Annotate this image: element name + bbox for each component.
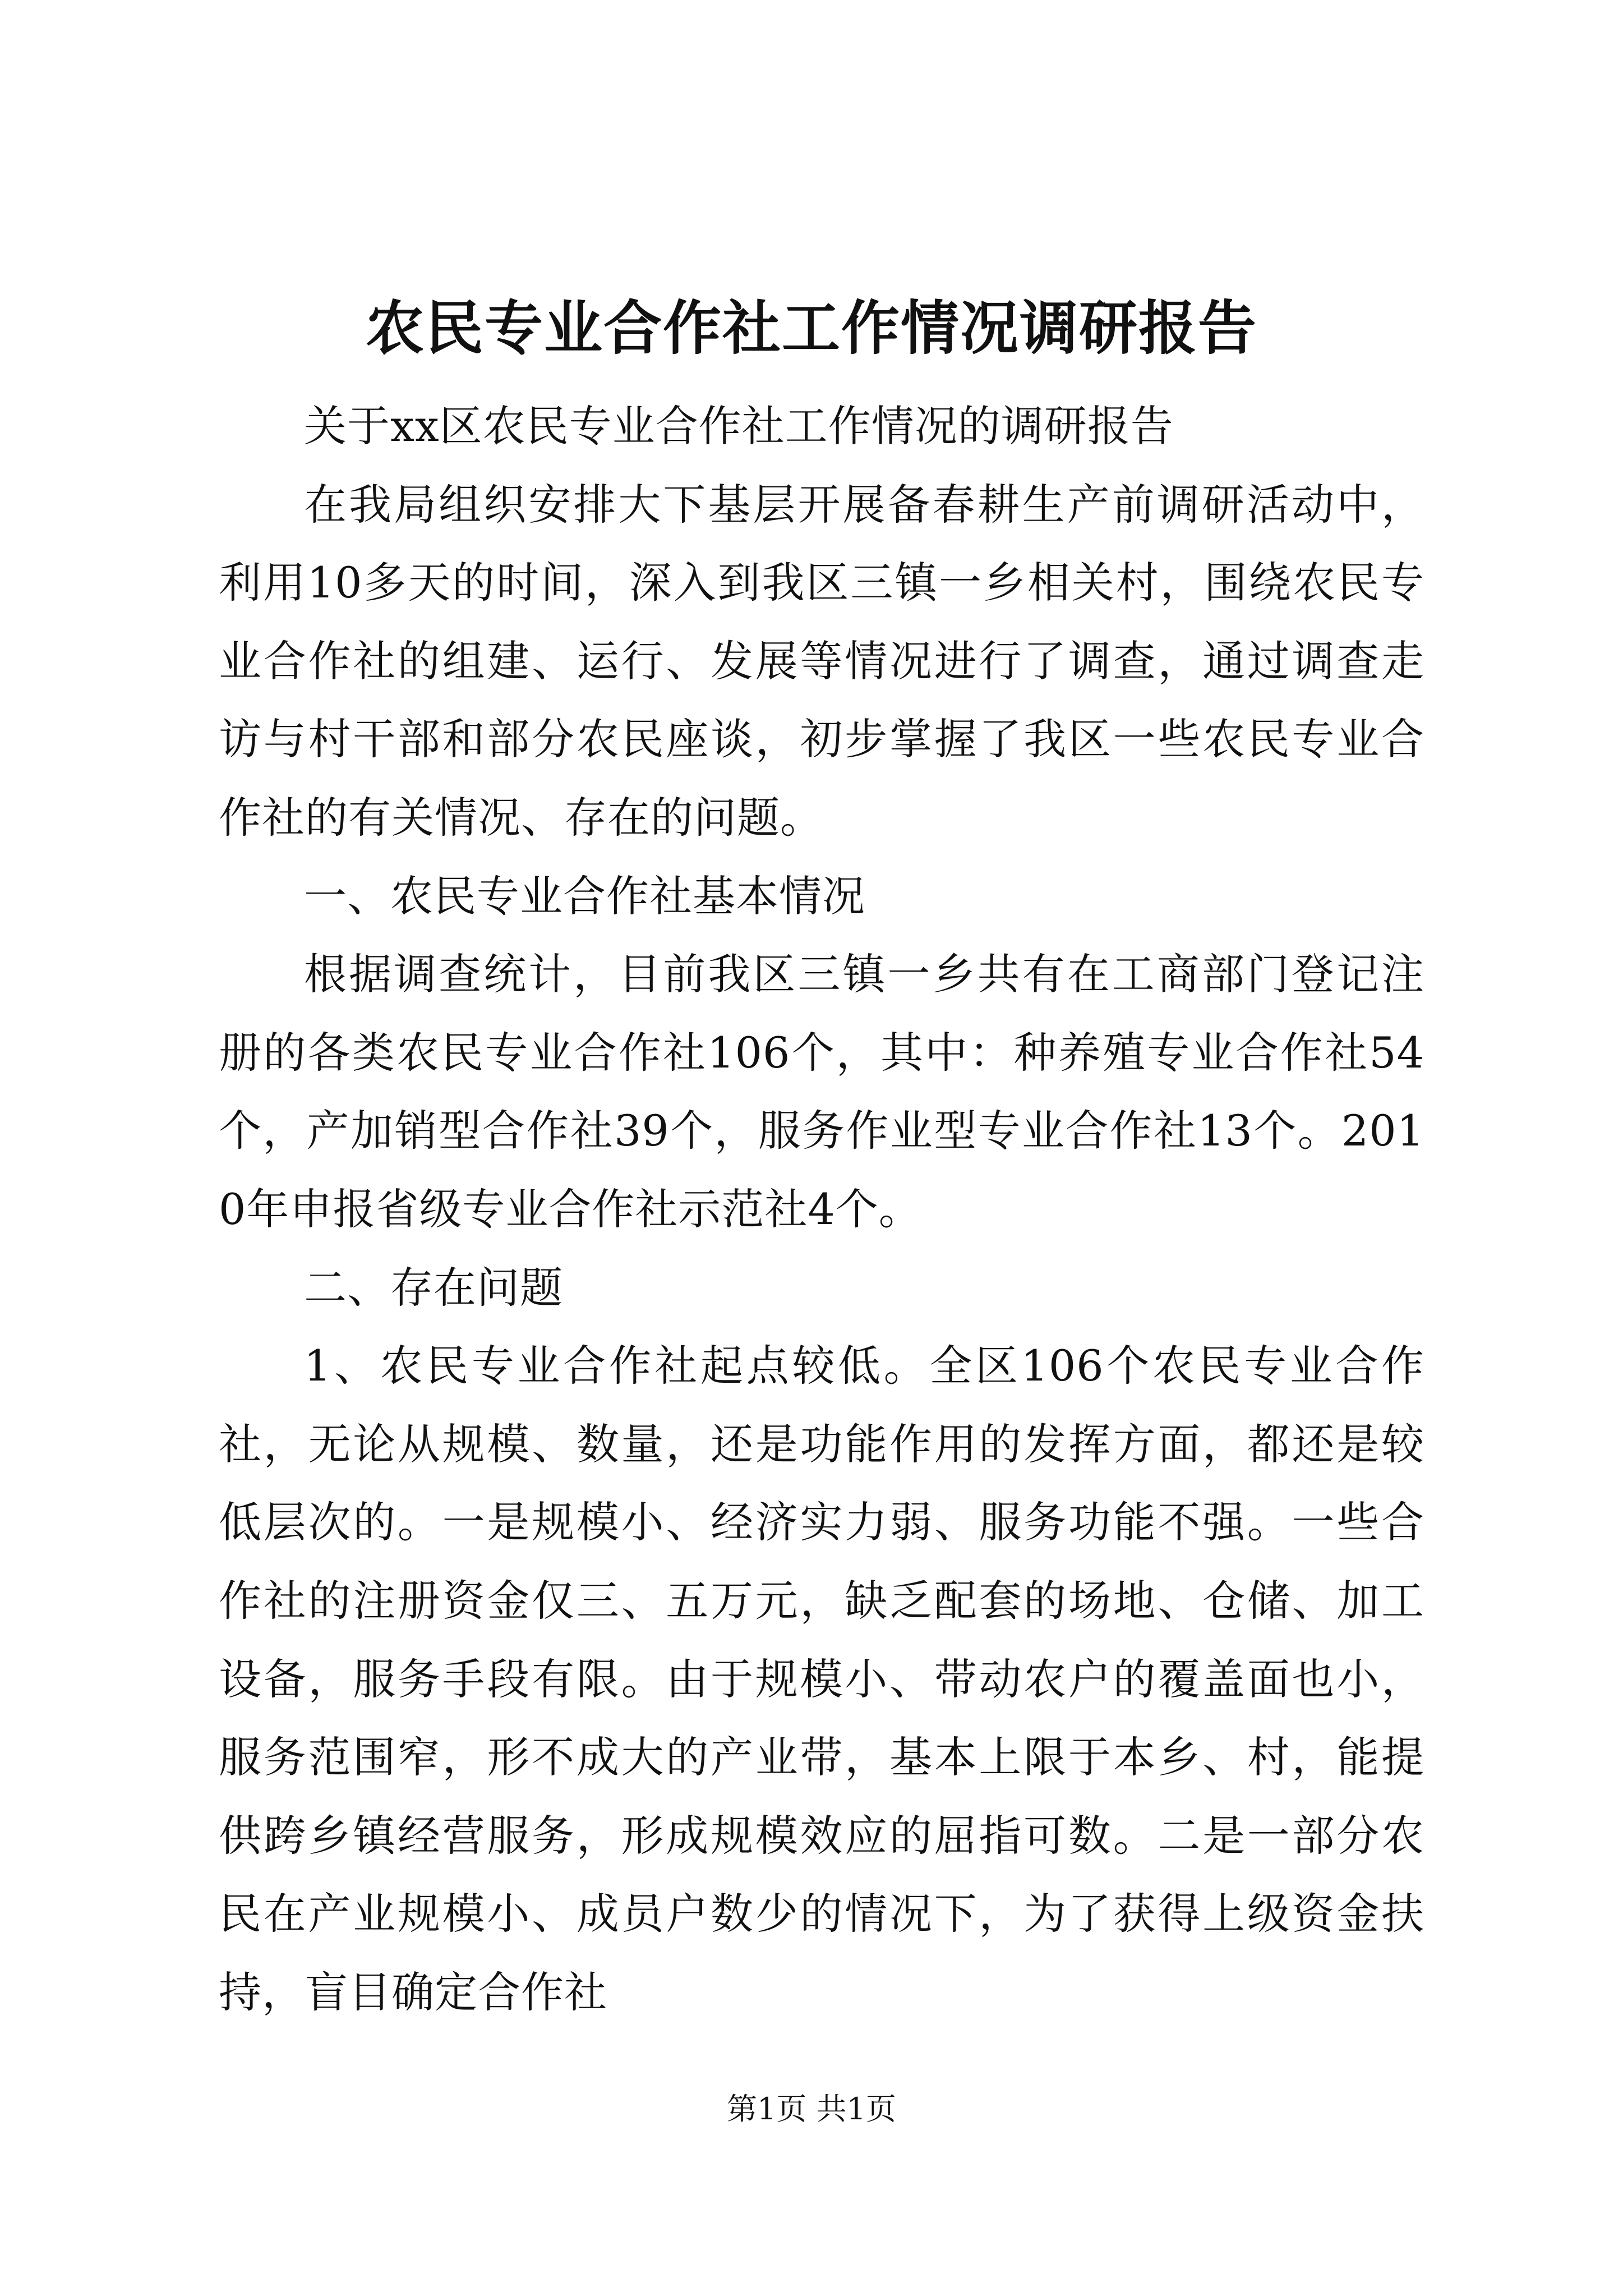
document-title: 农民专业合作社工作情况调研报告	[365, 293, 1257, 362]
page-number-label: 第1页 共1页	[727, 2091, 896, 2127]
section-heading-problems: 二、存在问题	[304, 1262, 563, 1313]
document-body	[219, 387, 1424, 2031]
intro-paragraph: 在我局组织安排大下基层开展备春耕生产前调研活动中，利用10多天的时间，深入到我区三镇一乡相关村，围绕农民专业合作社的组建、运行、发展等情况进行了调查，通过调查走访与村干部和部分农民座谈，初步掌握了我区一些农民专业合作社的有关情况、存在的问题。	[219, 479, 1424, 843]
statistics-paragraph: 根据调查统计，目前我区三镇一乡共有在工商部门登记注册的各类农民专业合作社106个，其中：种养殖专业合作社54个，产加销型合作社39个，服务作业型专业合作社13个。2010年申报省级专业合作社示范社4个。	[219, 949, 1424, 1234]
problem-one-paragraph: 1、农民专业合作社起点较低。全区106个农民专业合作社，无论从规模、数量，还是功能作用的发挥方面，都还是较低层次的。一是规模小、经济实力弱、服务功能不强。一些合作社的注册资金仅三、五万元，缺乏配套的场地、仓储、加工设备，服务手段有限。由于规模小、带动农户的覆盖面也小，服务范围窄，形不成大的产业带，基本上限于本乡、村，能提供跨乡镇经营服务，形成规模效应的屈指可数。二是一部分农民在产业规模小、成员户数少的情况下，为了获得上级资金扶持，盲目确定合作社	[219, 1341, 1424, 2017]
section-heading-basic-situation: 一、农民专业合作社基本情况	[304, 871, 865, 921]
subtitle-paragraph: 关于xx区农民专业合作社工作情况的调研报告	[304, 401, 1174, 451]
page-footer	[0, 2090, 1623, 2129]
